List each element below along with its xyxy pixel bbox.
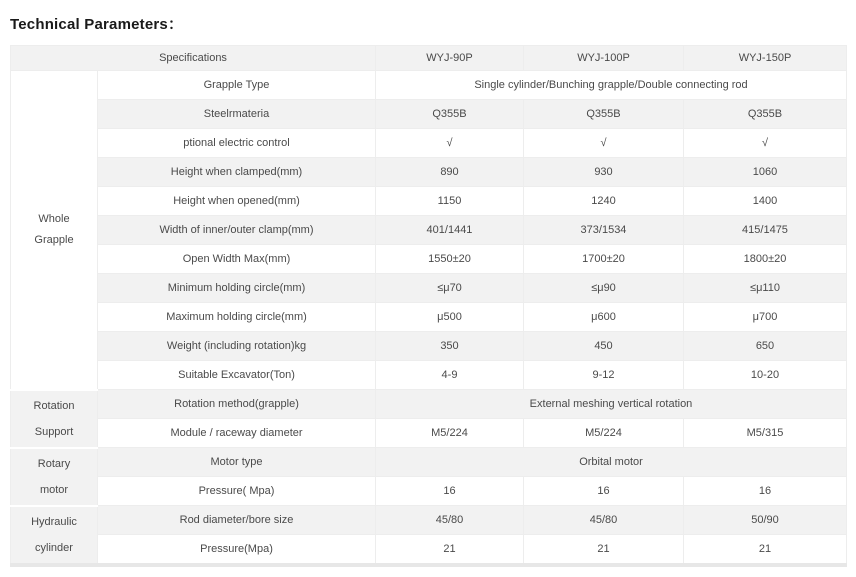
- group-cell-hydraulic-cylinder: [11, 506, 98, 566]
- spec-label-cell: Motor type: [98, 448, 376, 477]
- spec-row: [11, 535, 847, 566]
- spec-value-cell: 4-9: [376, 361, 524, 390]
- group-label-line: Rotation: [33, 399, 75, 412]
- group-label-line: Grapple: [34, 233, 74, 246]
- spec-value-cell: 650: [684, 332, 847, 361]
- spec-value-cell: 16: [524, 477, 684, 506]
- spec-row: [11, 158, 847, 187]
- model-header-cell: WYJ-90P: [376, 46, 524, 71]
- spec-value-cell: 450: [524, 332, 684, 361]
- spec-value-cell: 350: [376, 332, 524, 361]
- spec-value-cell: Q355B: [376, 100, 524, 129]
- spec-value-cell: Q355B: [524, 100, 684, 129]
- spec-value-cell: 890: [376, 158, 524, 187]
- group-cell-rotation-support: [11, 390, 98, 448]
- spec-label-cell: Open Width Max(mm): [98, 245, 376, 274]
- spec-span-value-cell: Single cylinder/Bunching grapple/Double connecting rod: [376, 71, 847, 100]
- spec-label-cell: Height when opened(mm): [98, 187, 376, 216]
- spec-value-cell: 373/1534: [524, 216, 684, 245]
- spec-label-cell: Rotation method(grapple): [98, 390, 376, 419]
- spec-value-cell: 1060: [684, 158, 847, 187]
- spec-row: [11, 245, 847, 274]
- spec-row: [11, 506, 847, 535]
- spec-value-cell: 1150: [376, 187, 524, 216]
- spec-label-cell: Minimum holding circle(mm): [98, 274, 376, 303]
- spec-row: [11, 332, 847, 361]
- spec-value-cell: M5/224: [524, 419, 684, 448]
- spec-value-cell: 415/1475: [684, 216, 847, 245]
- spec-value-cell: 45/80: [376, 506, 524, 535]
- spec-value-cell: 10-20: [684, 361, 847, 390]
- spec-value-cell: √: [524, 129, 684, 158]
- spec-label-cell: Maximum holding circle(mm): [98, 303, 376, 332]
- group-label-line: Support: [34, 425, 74, 438]
- group-label-line: cylinder: [35, 541, 73, 554]
- spec-value-cell: 1700±20: [524, 245, 684, 274]
- model-header-cell: WYJ-100P: [524, 46, 684, 71]
- spec-row: [11, 448, 847, 477]
- group-label-line: Hydraulic: [31, 515, 77, 528]
- spec-label-cell: Height when clamped(mm): [98, 158, 376, 187]
- spec-value-cell: μ600: [524, 303, 684, 332]
- technical-parameters-table: [10, 45, 847, 567]
- header-row: [11, 46, 847, 71]
- spec-label-cell: Steelrmateria: [98, 100, 376, 129]
- group-label-line: motor: [39, 483, 69, 496]
- spec-value-cell: Q355B: [684, 100, 847, 129]
- spec-value-cell: 930: [524, 158, 684, 187]
- spec-value-cell: 9-12: [524, 361, 684, 390]
- spec-value-cell: 45/80: [524, 506, 684, 535]
- spec-row: [11, 187, 847, 216]
- spec-value-cell: √: [684, 129, 847, 158]
- spec-value-cell: 1550±20: [376, 245, 524, 274]
- spec-value-cell: 1400: [684, 187, 847, 216]
- spec-span-value-cell: Orbital motor: [376, 448, 847, 477]
- spec-label-cell: Weight (including rotation)kg: [98, 332, 376, 361]
- spec-value-cell: ≤μ70: [376, 274, 524, 303]
- spec-value-cell: 401/1441: [376, 216, 524, 245]
- spec-label-cell: Module / raceway diameter: [98, 419, 376, 448]
- spec-row: [11, 274, 847, 303]
- spec-value-cell: 21: [524, 535, 684, 566]
- spec-label-cell: ptional electric control: [98, 129, 376, 158]
- spec-row: [11, 216, 847, 245]
- spec-value-cell: √: [376, 129, 524, 158]
- spec-value-cell: μ500: [376, 303, 524, 332]
- spec-row: [11, 100, 847, 129]
- spec-row: [11, 390, 847, 419]
- group-label-line: Whole: [38, 212, 70, 225]
- spec-value-cell: 21: [376, 535, 524, 566]
- specifications-header-cell: Specifications: [11, 46, 376, 71]
- group-label-line: Rotary: [37, 457, 71, 470]
- spec-row: [11, 419, 847, 448]
- spec-value-cell: 16: [376, 477, 524, 506]
- spec-row: [11, 361, 847, 390]
- spec-label-cell: Pressure( Mpa): [98, 477, 376, 506]
- spec-value-cell: 16: [684, 477, 847, 506]
- spec-row: [11, 129, 847, 158]
- spec-value-cell: 50/90: [684, 506, 847, 535]
- spec-value-cell: 21: [684, 535, 847, 566]
- spec-value-cell: 1240: [524, 187, 684, 216]
- spec-label-cell: Grapple Type: [98, 71, 376, 100]
- spec-label-cell: Width of inner/outer clamp(mm): [98, 216, 376, 245]
- spec-label-cell: Pressure(Mpa): [98, 535, 376, 566]
- page-title: Technical Parameters：: [10, 16, 184, 33]
- spec-value-cell: ≤μ110: [684, 274, 847, 303]
- spec-row: [11, 71, 847, 100]
- spec-label-cell: Rod diameter/bore size: [98, 506, 376, 535]
- spec-value-cell: M5/315: [684, 419, 847, 448]
- spec-row: [11, 477, 847, 506]
- spec-value-cell: ≤μ90: [524, 274, 684, 303]
- spec-row: [11, 303, 847, 332]
- group-cell-whole-grapple: [11, 71, 98, 390]
- model-header-cell: WYJ-150P: [684, 46, 847, 71]
- group-cell-rotary-motor: [11, 448, 98, 506]
- spec-label-cell: Suitable Excavator(Ton): [98, 361, 376, 390]
- spec-value-cell: 1800±20: [684, 245, 847, 274]
- spec-span-value-cell: External meshing vertical rotation: [376, 390, 847, 419]
- spec-value-cell: M5/224: [376, 419, 524, 448]
- spec-value-cell: μ700: [684, 303, 847, 332]
